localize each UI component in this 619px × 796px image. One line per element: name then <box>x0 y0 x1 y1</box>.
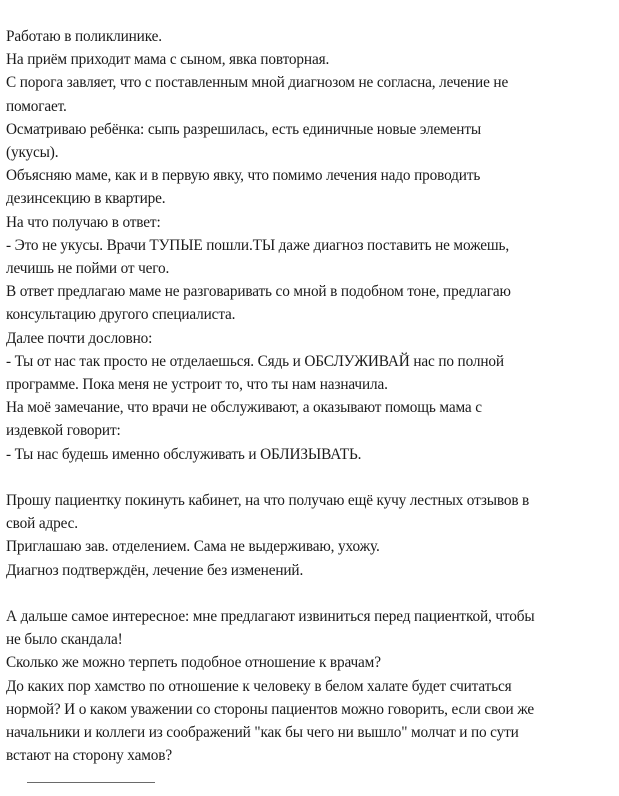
text-line: (укусы). <box>6 144 59 162</box>
text-line: Приглашаю зав. отделением. Сама не выдерживаю, ухожу. <box>6 538 380 556</box>
text-line: помогает. <box>6 97 67 115</box>
text-line: начальники и коллеги из соображений "как бы чего ни вышло" молчат и по сути <box>6 724 519 742</box>
text-line: свой адрес. <box>6 515 78 533</box>
text-line: - Это не укусы. Врачи ТУПЫЕ пошли.ТЫ даже диагноз поставить не можешь, <box>6 236 510 254</box>
text-line: не было скандала! <box>6 631 123 649</box>
text-line: нормой? И о каком уважении со стороны пациентов можно говорить, если свои же <box>6 700 535 718</box>
text-line: - Ты от нас так просто не отделаешься. Сядь и ОБСЛУЖИВАЙ нас по полной <box>6 352 504 370</box>
text-line: На что получаю в ответ: <box>6 213 161 231</box>
text-line: Осматриваю ребёнка: сыпь разрешилась, есть единичные новые элементы <box>6 120 481 138</box>
paragraph-gap <box>6 466 612 489</box>
text-line: Прошу пациентку покинуть кабинет, на что получаю ещё кучу лестных отзывов в <box>6 492 530 510</box>
text-line: На моё замечание, что врачи не обслуживают, а оказывают помощь мама с <box>6 399 482 417</box>
text-line: Сколько же можно терпеть подобное отношение к врачам? <box>6 654 381 672</box>
text-line: Диагноз подтверждён, лечение без изменений. <box>6 561 304 579</box>
text-line: А дальше самое интересное: мне предлагают извиниться перед пациенткой, чтобы <box>6 608 535 626</box>
text-line: До каких пор хамство по отношение к человеку в белом халате будет считаться <box>6 677 512 695</box>
paragraph-gap <box>6 582 612 605</box>
text-line: Далее почти дословно: <box>6 329 153 347</box>
text-line: В ответ предлагаю маме не разговаривать со мной в подобном тоне, предлагаю <box>6 283 511 301</box>
post-body <box>6 25 612 767</box>
text-line: Объясняю маме, как и в первую явку, что помимо лечения надо проводить <box>6 167 481 185</box>
text-line: С порога завляет, что с поставленным мной диагнозом не согласна, лечение не <box>6 74 509 92</box>
text-line: консультацию другого специалиста. <box>6 306 236 324</box>
footer-divider <box>27 782 155 783</box>
text-line: Работаю в поликлинике. <box>6 28 162 45</box>
text-line: дезинсекцию в квартире. <box>6 190 166 208</box>
text-line: издевкой говорит: <box>6 422 121 440</box>
text-line: - Ты нас будешь именно обслуживать и ОБЛИЗЫВАТЬ. <box>6 445 362 463</box>
text-line: программе. Пока меня не устроит то, что ты нам назначила. <box>6 376 388 394</box>
text-line: На приём приходит мама с сыном, явка повторная. <box>6 51 330 69</box>
text-line: встают на сторону хамов? <box>6 747 172 765</box>
text-line: лечишь не пойми от чего. <box>6 260 170 278</box>
